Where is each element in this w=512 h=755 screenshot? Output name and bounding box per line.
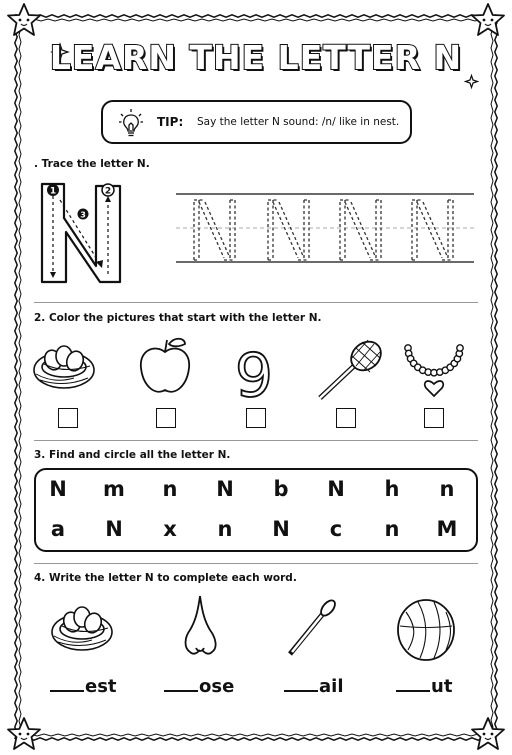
word-ending: ail xyxy=(319,676,344,697)
stroke-number-1: 1 xyxy=(49,186,57,197)
grid-letter[interactable]: N xyxy=(49,477,67,501)
necklace-icon xyxy=(405,345,463,396)
word-blank-4[interactable] xyxy=(396,676,452,697)
grid-letter[interactable]: n xyxy=(217,517,233,541)
color-checkbox-net[interactable] xyxy=(336,408,356,428)
section-divider xyxy=(34,563,478,564)
grid-letter[interactable]: b xyxy=(273,477,289,501)
nest-icon xyxy=(34,346,94,388)
nose-icon xyxy=(186,596,216,654)
trace-letter-1[interactable] xyxy=(194,200,235,260)
color-checkbox-nest[interactable] xyxy=(58,408,78,428)
trace-letter-2[interactable] xyxy=(268,200,309,260)
grid-letter[interactable]: n xyxy=(162,477,178,501)
lightbulb-icon xyxy=(118,108,144,140)
grid-letter[interactable]: m xyxy=(103,477,125,501)
grid-letter[interactable]: N xyxy=(105,517,123,541)
tip-box xyxy=(101,100,412,144)
word-blank-3[interactable] xyxy=(284,676,344,697)
trace-letters xyxy=(174,180,476,270)
color-checkbox-necklace[interactable] xyxy=(424,408,444,428)
trace-letter-4[interactable] xyxy=(412,200,453,260)
word-ending: ose xyxy=(199,676,235,697)
word-blank-2[interactable] xyxy=(164,676,234,697)
star-icon xyxy=(8,718,40,749)
write-blank[interactable] xyxy=(50,676,84,692)
word-blank-1[interactable] xyxy=(50,676,117,697)
section-3-heading: 3. Find and circle all the letter N. xyxy=(34,449,231,461)
section-4-heading: 4. Write the letter N to complete each word. xyxy=(34,572,297,584)
color-checkbox-apple[interactable] xyxy=(156,408,176,428)
word-ending: est xyxy=(85,676,117,697)
section-divider xyxy=(34,302,478,303)
section-2-pictures xyxy=(30,330,490,410)
star-icon xyxy=(8,4,40,35)
word-ending: ut xyxy=(431,676,453,697)
stroke-number-3: 3 xyxy=(80,210,86,220)
grid-letter[interactable]: N xyxy=(327,477,345,501)
section-2-heading: 2. Color the pictures that start with the letter N. xyxy=(34,312,322,324)
grid-letter[interactable]: M xyxy=(436,517,458,541)
grid-letter[interactable]: a xyxy=(50,517,66,541)
nine-glyph: 9 xyxy=(234,341,274,410)
tip-label: TIP: xyxy=(157,115,184,129)
star-icon xyxy=(472,718,504,749)
nine-icon xyxy=(235,341,273,410)
nail-icon xyxy=(290,598,338,654)
stroke-number-2: 2 xyxy=(104,186,112,197)
write-blank[interactable] xyxy=(396,676,430,692)
section-1-heading: . Trace the letter N. xyxy=(34,158,150,170)
trace-letter-3[interactable] xyxy=(340,200,381,260)
nest-icon xyxy=(52,607,112,650)
grid-letter[interactable]: n xyxy=(384,517,400,541)
grid-letter[interactable]: x xyxy=(163,517,177,541)
grid-letter[interactable]: N xyxy=(216,477,234,501)
grid-letter[interactable]: c xyxy=(329,517,343,541)
letter-n-tracing-guide xyxy=(38,178,164,286)
page-title: LEARN THE LETTER N xyxy=(49,38,463,77)
color-checkbox-nine[interactable] xyxy=(246,408,266,428)
grid-letter[interactable]: h xyxy=(384,477,400,501)
grid-letter[interactable]: n xyxy=(439,477,455,501)
section-divider xyxy=(34,440,478,441)
grid-letter[interactable]: N xyxy=(272,517,290,541)
tip-text: Say the letter N sound: /n/ like in nest. xyxy=(197,116,400,128)
write-blank[interactable] xyxy=(164,676,198,692)
net-icon xyxy=(320,336,387,398)
nut-icon xyxy=(398,600,454,660)
apple-icon xyxy=(141,339,189,392)
section-4-pictures xyxy=(30,590,490,670)
write-blank[interactable] xyxy=(284,676,318,692)
star-icon xyxy=(472,4,504,35)
